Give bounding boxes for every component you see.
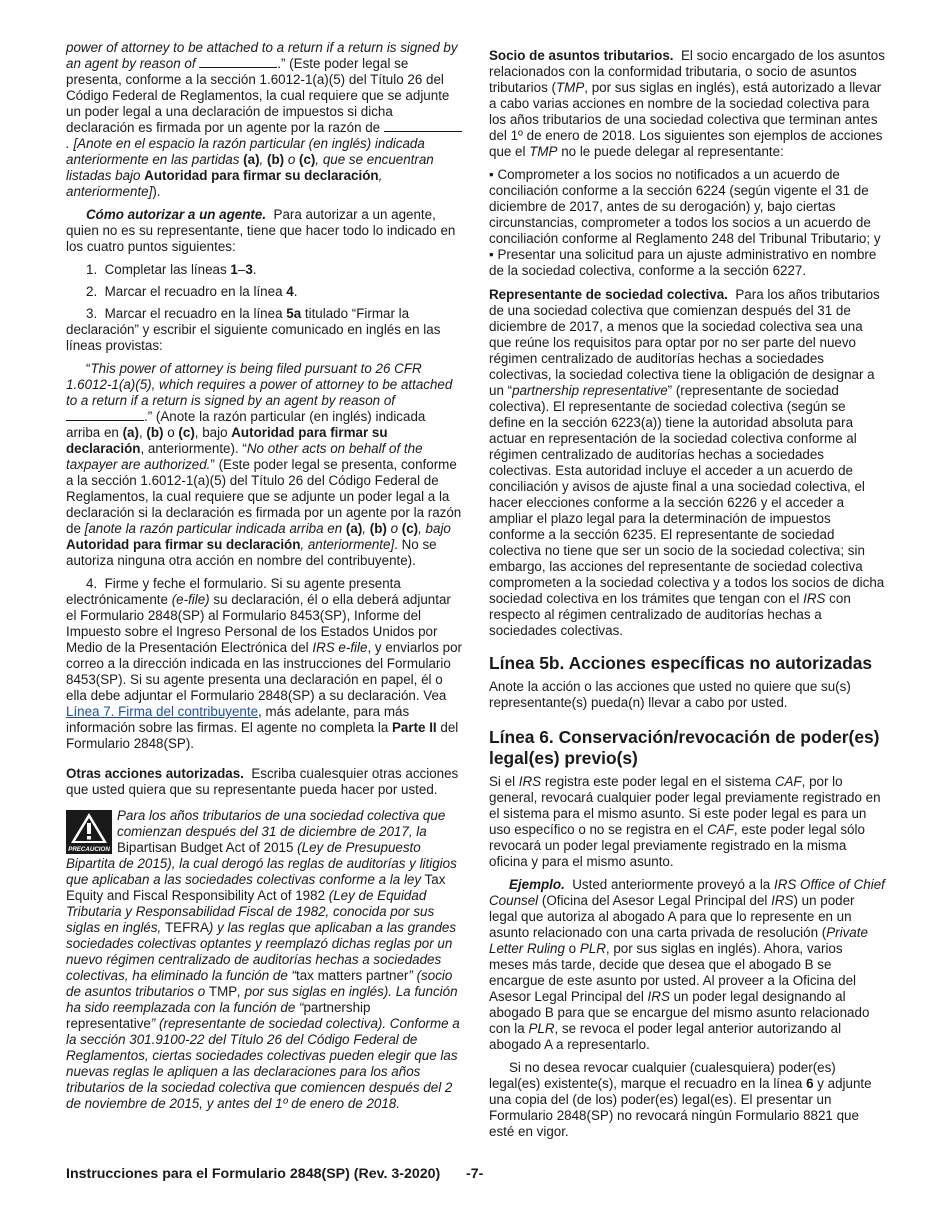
item-number: 1. xyxy=(86,262,98,277)
tax-matters-partner-paragraph xyxy=(489,48,885,160)
text: Firme y feche el formulario. Si su agente presenta electrónicamente xyxy=(66,576,401,607)
text: . xyxy=(252,262,257,277)
text: Presentar una solicitud para un ajuste administrativo en nombre de la sociedad colectiva, conforme a la sección 6227. xyxy=(489,247,877,278)
partnership-representative-paragraph xyxy=(489,287,885,639)
text: 4 xyxy=(286,284,294,299)
text: (c) xyxy=(401,521,419,536)
text: . No se autoriza ninguna otra acción en nombre del contribuyente). xyxy=(66,537,437,568)
text: IRS Office of Chief Counsel xyxy=(489,877,885,908)
left-column xyxy=(66,40,462,1112)
bullet-icon: • xyxy=(489,167,494,182)
tax-matters-partner-heading: Socio de asuntos tributarios. xyxy=(489,48,674,63)
text: o xyxy=(386,521,402,536)
item-number: 4. xyxy=(86,576,98,591)
partnership-representative-heading: Representante de sociedad colectiva. xyxy=(489,287,728,302)
text: (a) xyxy=(345,521,363,536)
text: . [Anote en el espacio la razón particular (en inglés) indicada anteriormente en las partidas xyxy=(66,136,425,167)
example-heading: Ejemplo. xyxy=(509,877,565,892)
text: partnership representative xyxy=(512,383,668,398)
text: , más adelante, para más información sobre las firmas. El agente no completa la xyxy=(66,704,410,735)
line-5b-paragraph: Anote la acción o las acciones que usted no quiere que su(s) representante(s) pueda(n) llevar a cabo por usted. xyxy=(489,679,851,710)
text: partnership representative xyxy=(66,1000,371,1031)
text: Escriba cualesquier otras acciones que usted quiera que su representante pueda hacer por usted. xyxy=(66,766,459,797)
text: , bajo xyxy=(418,521,451,536)
text: ” (representante de sociedad colectiva). El representante de sociedad colectiva (según se define en la sección 6223(a)) tiene la autoridad absoluta para actuar en representación de la sociedad colectiva conforme al régimen centralizado de auditorías hechas a sociedades colectivas. Esta autoridad incluye el acceder a un acuerdo de conciliación y avisos de ajuste final a una sociedad colectiva, el hacer elecciones conforme a la sección 6226 y el acceder a ampliar el plazo legal para la determinación de impuestos conforme a la sección 6235. El representante de sociedad colectiva no tiene que ser un socio de la sociedad colectiva; sin embargo, las acciones del representante de sociedad colectiva comprometen a la sociedad colectiva y a todos los socios de dicha sociedad colectiva en los trámites que tengan con el xyxy=(489,383,885,606)
text: , por sus siglas en inglés), está autorizado a llevar a cabo varias acciones en nombre de la sociedad colectiva para los años tributarios de una sociedad colectiva que terminan antes del 1º de enero de 2018. Los siguientes son ejemplos de acciones que el xyxy=(489,80,883,159)
text: su declaración, él o ella deberá adjuntar el Formulario 2848(SP) al Formulario 8453(SP), Informe del Impuesto sobre el Ingreso Personal de los Estados Unidos por Medio de la Presentación Electrónica del xyxy=(66,592,451,655)
text: , que se encuentran listadas bajo xyxy=(66,152,434,183)
text: (c) xyxy=(178,425,195,440)
section-heading-line-5b: Línea 5b. Acciones específicas no autorizadas xyxy=(489,653,873,673)
text: (e-file) xyxy=(171,592,210,607)
text: , por sus siglas en inglés). Ahora, varios meses más tarde, decide que desea que el abogado B se encargue de este asunto por usted. Al proveer a la Oficina del Asesor Legal Principal del xyxy=(489,941,856,1004)
text: IRS xyxy=(647,989,670,1004)
text: , anteriormente] xyxy=(66,168,383,199)
section-heading-line-6: Línea 6. Conservación/revocación de poder(es) legal(es) previo(s) xyxy=(489,727,880,768)
revocation-paragraph xyxy=(489,1060,885,1140)
line-6-paragraph xyxy=(489,774,885,870)
taxpayer-signature-link[interactable]: Línea 7. Firma del contribuyente xyxy=(66,704,259,719)
text: 6 xyxy=(806,1076,814,1091)
text: El socio encargado de los asuntos relacionados con la conformidad tributaria, o socio de asuntos tributarios ( xyxy=(489,48,885,95)
other-actions-heading: Otras acciones autorizadas. xyxy=(66,766,244,781)
text: – xyxy=(237,262,246,277)
agent-paragraph xyxy=(66,207,462,255)
caution-note xyxy=(66,808,462,1112)
text: Si no desea revocar cualquier (cualesquiera) poder(es) legal(es) existente(s), marque el recuadro en la línea xyxy=(489,1060,836,1091)
text: Tax Equity and Fiscal Responsibility Act of 1982 xyxy=(66,872,446,903)
text: un poder legal designando al abogado B para que se encargue del mismo asunto relacionado con la xyxy=(489,989,870,1036)
text: ) y las reglas que aplicaban a las grandes sociedades colectivas optantes y reemplazó dichas reglas por un nuevo régimen centralizado de auditorías hechas a sociedades colectivas, ha eliminado la función de “ xyxy=(66,920,457,983)
text: IRS xyxy=(771,893,794,908)
text: , se revoca el poder legal anterior autorizando al abogado A a representarlo. xyxy=(489,1021,842,1052)
text: Para los años tributarios de una sociedad colectiva que comienzan después del 31 de diciembre de 2017, a menos que la sociedad colectiva sea una que reúne los requisitos para optar por no ser parte del nuevo régimen centralizado de auditorías hechas a sociedades colectivas, la sociedad colectiva tiene la obligación de designar a un “ xyxy=(489,287,880,398)
text: (Ley de Equidad Tributaria y Responsabilidad Fiscal de 1982, conocida por sus siglas en inglés, xyxy=(66,888,435,935)
blank-line xyxy=(66,409,144,421)
text: IRS e-file xyxy=(312,640,368,655)
text: o xyxy=(564,941,580,956)
text: “ xyxy=(86,361,91,376)
text: power of attorney to be attached to a return if a return is signed by an agent by reason of xyxy=(66,40,458,71)
agent-heading: Cómo autorizar a un agente. xyxy=(86,207,267,222)
text: TMP xyxy=(208,984,238,999)
caution-warning-icon xyxy=(66,810,112,854)
text: ). xyxy=(152,184,161,199)
text: tax matters partner xyxy=(296,968,409,983)
text: Para autorizar a un agente, quien no es su representante, tiene que hacer todo lo indicado en los cuatro puntos siguientes: xyxy=(66,207,456,254)
text: (a) xyxy=(122,425,139,440)
text: Private Letter Ruling xyxy=(489,925,868,956)
text: Si el xyxy=(489,774,519,789)
text: (b) xyxy=(146,425,164,440)
text: (Ley de Presupuesto Bipartita de 2015), la cual derogó las reglas de auditorías y litigios que aplicaban a las sociedades colectivas conforme a la xyxy=(66,840,457,887)
text: registra este poder legal en el sistema xyxy=(541,774,775,789)
text: . xyxy=(293,284,298,299)
right-column xyxy=(489,48,885,1147)
page-number: -7- xyxy=(466,1166,484,1182)
text: Usted anteriormente proveyó a la xyxy=(572,877,774,892)
bullet-item xyxy=(489,167,885,247)
intro-paragraph xyxy=(66,40,462,200)
text: , por sus siglas en inglés). La función ha sido reemplazada con la función de “ xyxy=(66,984,458,1015)
text: con respecto al régimen centralizado de auditorías hechas a sociedades colectivas. xyxy=(489,591,851,638)
item-number: 3. xyxy=(86,306,98,321)
text: PLR xyxy=(528,1021,555,1036)
text: No other acts on behalf of the taxpayer are authorized. xyxy=(66,441,423,472)
text: Para los años tributarios de una sociedad colectiva que comienzan después del 31 de diciembre de 2017, la xyxy=(117,808,446,839)
text: Comprometer a los socios no notificados a un acuerdo de conciliación conforme a la sección 6224 (según vigente el 31 de diciembre de 2017, antes de su derogación) y, bajo ciertas circunstancias, comprometer a todos los socios a un acuerdo de conciliación conforme al Reglamento 248 del Tribunal Tributario; y xyxy=(489,167,881,246)
text: CAF xyxy=(774,774,802,789)
text: o xyxy=(284,152,299,167)
text: , xyxy=(138,425,147,440)
list-item xyxy=(66,262,462,278)
text: IRS xyxy=(803,591,826,606)
list-item xyxy=(66,576,462,752)
text: [anote la razón particular indicada arriba en xyxy=(84,521,346,536)
text: 3 xyxy=(245,262,253,277)
list-item xyxy=(66,306,462,354)
footer-title: Instrucciones para el Formulario 2848(SP) (Rev. 3-2020) xyxy=(66,1166,441,1182)
text: , xyxy=(362,521,370,536)
text: ) un poder legal que autoriza al abogado A para que lo represente en un asunto relacionado con una carta privada de resolución ( xyxy=(489,893,855,940)
text: , anteriormente] xyxy=(300,537,395,552)
quote-paragraph xyxy=(66,361,462,569)
text: (Oficina del Asesor Legal Principal del xyxy=(538,893,772,908)
text: TEFRA xyxy=(165,920,209,935)
text: Autoridad para firmar su declaración xyxy=(66,425,388,456)
text: ” (representante de sociedad colectiva). Conforme a la sección 301.9100-22 del Título 26 del Código Federal de Reglamentos, ciertas sociedades colectivas pueden elegir que las nuevas reglas le apliquen a las declaraciones para los años tributarios de la sociedad colectiva que comiencen después del 2 de noviembre de 2015, y antes del 1º de enero de 2018. xyxy=(66,1016,460,1111)
text: Completar las líneas xyxy=(104,262,231,277)
text: ” (socio de asuntos tributarios o xyxy=(66,968,453,999)
text: (b) xyxy=(369,521,387,536)
text: (a) xyxy=(243,152,260,167)
text: titulado “Firmar la declaración” y escribir el siguiente comunicado en inglés en las líneas provistas: xyxy=(66,306,441,353)
blank-line xyxy=(384,120,462,132)
item-number: 2. xyxy=(86,284,98,299)
text: , xyxy=(259,152,267,167)
text: PLR xyxy=(579,941,606,956)
bullet-icon: • xyxy=(489,247,494,262)
text: Marcar el recuadro en la línea xyxy=(104,306,287,321)
text: CAF xyxy=(707,822,734,837)
text: Parte II xyxy=(392,720,437,735)
blank-line xyxy=(199,56,277,68)
list-item xyxy=(66,284,462,300)
text: y adjunte una copia del (de los) poder(es) legal(es). El presentar un Formulario 2848(SP) no revocará ningún Formulario 8821 que esté en vigor. xyxy=(489,1076,872,1139)
text: (b) xyxy=(267,152,285,167)
text: no le puede delegar al representante: xyxy=(557,144,784,159)
text: TMP xyxy=(555,80,585,95)
text: .” (Anote la razón particular (en inglés) indicada arriba en xyxy=(66,409,426,440)
text: Autoridad para firmar su declaración xyxy=(144,168,379,183)
text: IRS xyxy=(518,774,542,789)
caution-label: PRECAUCION xyxy=(68,846,110,853)
other-actions-paragraph xyxy=(66,766,462,798)
text: o xyxy=(163,425,179,440)
bullet-item xyxy=(489,247,885,279)
text: , y enviarlos por correo a la dirección indicada en las instrucciones del Formulario 8453(SP). Si su agente presenta una declaración en papel, él o ella debe adjuntar el Formulario 2848(SP) a su declaración. Vea xyxy=(66,640,462,703)
example-paragraph xyxy=(489,877,885,1053)
text: Autoridad para firmar su declaración xyxy=(66,537,301,552)
text: , este poder legal sólo revocará un poder legal previamente registrado en la misma oficina y para el mismo asunto. xyxy=(489,822,865,869)
text: ” (Este poder legal se presenta, conforme a la sección 1.6012-1(a)(5) del Título 26 del Código Federal de Reglamentos, la cual requiere que se adjunte un poder legal a la declaración si la declaración es firmada por un agente por la razón de xyxy=(66,457,462,536)
text: del Formulario 2848(SP). xyxy=(66,720,459,751)
text: , anteriormente). “ xyxy=(140,441,247,456)
text: Bipartisan Budget Act of 2015 xyxy=(117,840,294,855)
text: TMP xyxy=(529,144,558,159)
text: ley xyxy=(403,872,422,887)
text: This power of attorney is being filed pursuant to 26 CFR 1.6012-1(a)(5), which requires a power of attorney to be attached to a return if a return is signed by an agent by reason of xyxy=(66,361,453,408)
text: (c) xyxy=(299,152,316,167)
text: , bajo xyxy=(194,425,232,440)
text: Marcar el recuadro en la línea xyxy=(104,284,287,299)
text: 5a xyxy=(286,306,302,321)
text: 1 xyxy=(230,262,238,277)
text: .” (Este poder legal se presenta, conforme a la sección 1.6012-1(a)(5) del Título 26 del Código Federal de Reglamentos, la cual requiere que se adjunte un poder legal a una declaración de impuestos si dicha declaración es firmada por un agente por la razón de xyxy=(66,56,450,135)
text: , por lo general, revocará cualquier poder legal previamente registrado en el sistema para el mismo asunto. Si este poder legal es para un uso específico o no se registra en el xyxy=(489,774,881,837)
